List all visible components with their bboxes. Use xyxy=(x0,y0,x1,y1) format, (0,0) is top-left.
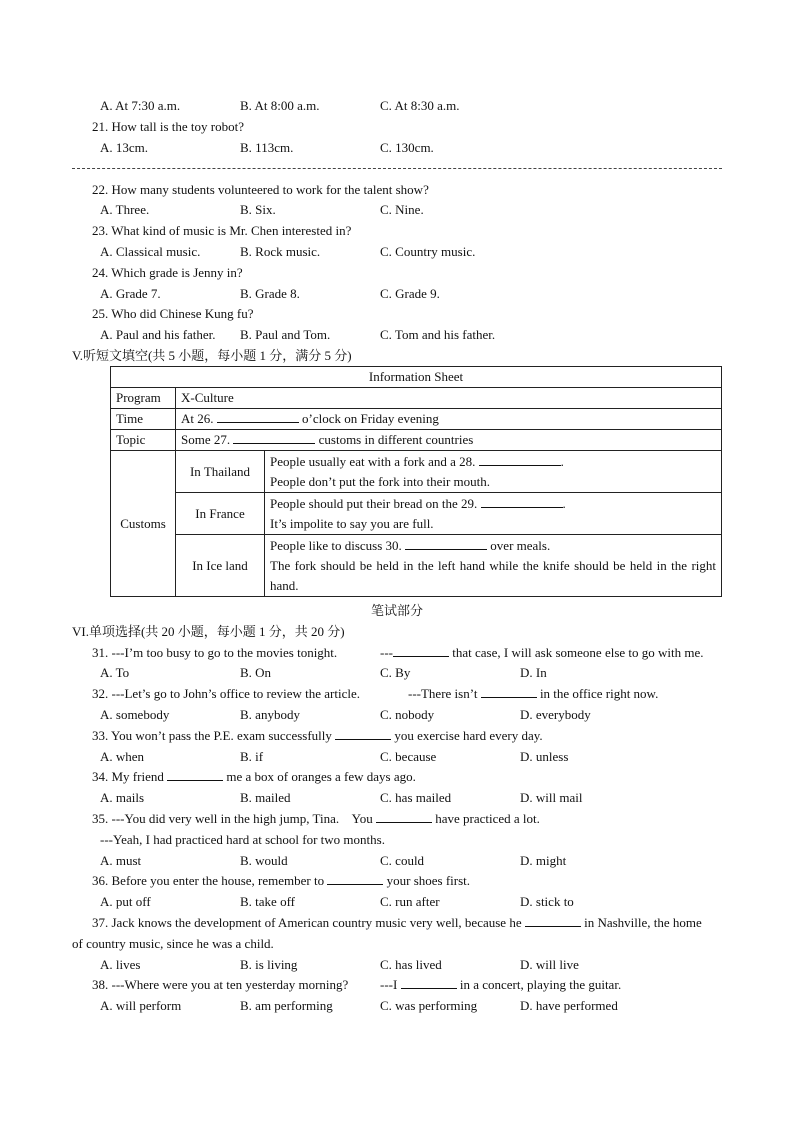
option-a: A. mails xyxy=(100,790,145,805)
option-b: B. mailed xyxy=(240,790,291,805)
option-c: C. By xyxy=(380,665,411,680)
q38-options xyxy=(0,996,794,1016)
q38 xyxy=(0,975,794,995)
question-text xyxy=(92,871,470,891)
q31-reply xyxy=(380,643,704,663)
option-a: A. put off xyxy=(100,894,151,909)
option-b: B. take off xyxy=(240,894,295,909)
q37-line-2 xyxy=(0,934,794,954)
topic-label: Topic xyxy=(111,430,176,451)
question-text: 23. What kind of music is Mr. Chen interested in? xyxy=(92,223,352,238)
topic-value xyxy=(176,430,722,451)
option-b: B. 113cm. xyxy=(240,140,294,155)
answer-blank-30[interactable] xyxy=(405,536,487,550)
q20-options xyxy=(0,96,794,116)
table-title: Information Sheet xyxy=(111,367,722,388)
option-c: C. was performing xyxy=(380,998,478,1013)
option-d: D. stick to xyxy=(520,894,574,909)
france-line-1-end: . xyxy=(562,495,566,511)
france-content xyxy=(265,493,722,535)
question-text: 24. Which grade is Jenny in? xyxy=(92,265,243,280)
q34-options xyxy=(0,788,794,808)
option-b: B. On xyxy=(240,665,272,680)
section-6-heading xyxy=(0,622,794,642)
option-c: C. run after xyxy=(380,894,440,909)
section-5-heading xyxy=(0,346,794,366)
option-d: D. have performed xyxy=(520,998,618,1013)
topic-prefix: Some 27. xyxy=(181,432,231,447)
option-d: D. might xyxy=(520,853,567,868)
option-a: A. Classical music. xyxy=(100,244,201,259)
q21 xyxy=(0,117,794,137)
option-c: C. has mailed xyxy=(380,790,452,805)
option-b: B. Grade 8. xyxy=(240,286,300,301)
program-value: X-Culture xyxy=(176,388,722,409)
section-heading-text: V.听短文填空(共 5 小题，每小题 1 分，满分 5 分) xyxy=(72,348,352,363)
option-a: A. 13cm. xyxy=(100,140,149,155)
option-c: C. has lived xyxy=(380,957,442,972)
option-c: C. nobody xyxy=(380,707,435,722)
reply-suffix: that case, I will ask someone else to go with me. xyxy=(452,645,704,660)
question-prefix: 34. My friend xyxy=(92,769,164,784)
q31 xyxy=(0,643,794,663)
question-continuation: ---Yeah, I had practiced hard at school for two months. xyxy=(100,832,385,847)
q33 xyxy=(0,726,794,746)
q36 xyxy=(0,871,794,891)
question-prefix: 33. You won’t pass the P.E. exam successfully xyxy=(92,728,332,743)
question-suffix: have practiced a lot. xyxy=(435,811,540,826)
option-d: D. will live xyxy=(520,957,579,972)
topic-suffix: customs in different countries xyxy=(318,432,474,447)
iceland-label: In Ice land xyxy=(176,535,265,597)
question-text: 38. ---Where were you at ten yesterday morning? xyxy=(92,977,349,992)
option-c: C. Tom and his father. xyxy=(380,327,496,342)
option-d: D. will mail xyxy=(520,790,583,805)
question-text: 32. ---Let’s go to John’s office to review the article. xyxy=(92,686,360,701)
option-b: B. Six. xyxy=(240,202,276,217)
answer-blank-31[interactable] xyxy=(393,643,449,657)
q24 xyxy=(0,263,794,283)
reply-suffix: in the office right now. xyxy=(539,686,659,701)
option-b: B. Rock music. xyxy=(240,244,321,259)
iceland-line-1-end: over meals. xyxy=(490,537,551,553)
question-prefix: 35. ---You did very well in the high jump, Tina. You xyxy=(92,811,373,826)
option-a: A. lives xyxy=(100,957,141,972)
option-a: A. must xyxy=(100,853,142,868)
program-label: Program xyxy=(111,388,176,409)
option-b: B. anybody xyxy=(240,707,300,722)
option-a: A. Three. xyxy=(100,202,150,217)
question-suffix: in Nashville, the home xyxy=(584,915,702,930)
question-text xyxy=(92,809,540,829)
iceland-content xyxy=(265,535,722,597)
option-d: D. In xyxy=(520,665,547,680)
q34 xyxy=(0,767,794,787)
option-a: A. To xyxy=(100,665,130,680)
option-c: C. Nine. xyxy=(380,202,424,217)
q32-options xyxy=(0,705,794,725)
option-a: A. when xyxy=(100,749,145,764)
thailand-line-2: People don’t put the fork into their mouth. xyxy=(270,473,491,489)
question-suffix: you exercise hard every day. xyxy=(394,728,543,743)
option-d: D. everybody xyxy=(520,707,591,722)
answer-blank-38[interactable] xyxy=(401,975,457,989)
q32 xyxy=(0,684,794,704)
answer-blank-26[interactable] xyxy=(217,409,299,423)
cut-line-divider xyxy=(72,168,722,169)
q35-options xyxy=(0,851,794,871)
answer-blank-29[interactable] xyxy=(481,494,563,508)
option-c: C. At 8:30 a.m. xyxy=(380,98,460,113)
question-text xyxy=(92,726,543,746)
q23-options xyxy=(0,242,794,262)
time-suffix: o’clock on Friday evening xyxy=(302,411,439,426)
q23 xyxy=(0,221,794,241)
section-heading-text: VI.单项选择(共 20 小题，每小题 1 分，共 20 分) xyxy=(72,624,345,639)
option-a: A. somebody xyxy=(100,707,170,722)
answer-blank-32[interactable] xyxy=(481,684,537,698)
question-continuation: of country music, since he was a child. xyxy=(72,936,274,951)
q37 xyxy=(0,913,794,933)
option-b: B. would xyxy=(240,853,288,868)
answer-blank-35[interactable] xyxy=(376,809,432,823)
question-text: 31. ---I’m too busy to go to the movies tonight. xyxy=(92,645,338,660)
q21-options xyxy=(0,138,794,158)
customs-label: Customs xyxy=(111,451,176,597)
answer-blank-27[interactable] xyxy=(233,430,315,444)
answer-blank-28[interactable] xyxy=(479,452,561,466)
thailand-content xyxy=(265,451,722,493)
q22 xyxy=(0,180,794,200)
q22-options xyxy=(0,200,794,220)
answer-blank-33[interactable] xyxy=(335,726,391,740)
question-text xyxy=(92,767,416,787)
thailand-line-1: People usually eat with a fork and a 28. xyxy=(270,453,476,469)
thailand-line-1-end: . xyxy=(560,453,564,469)
question-prefix: 37. Jack knows the development of American country music very well, because he xyxy=(92,915,522,930)
thailand-label: In Thailand xyxy=(176,451,265,493)
q31-options xyxy=(0,663,794,683)
written-part-title: 笔试部分 xyxy=(370,603,423,618)
q25 xyxy=(0,304,794,324)
question-text: 21. How tall is the toy robot? xyxy=(92,119,245,134)
q38-reply xyxy=(380,975,621,995)
option-c: C. could xyxy=(380,853,425,868)
option-b: B. if xyxy=(240,749,264,764)
france-line-1: People should put their bread on the 29. xyxy=(270,495,478,511)
q37-options xyxy=(0,955,794,975)
option-b: B. Paul and Tom. xyxy=(240,327,331,342)
q35-line-2 xyxy=(0,830,794,850)
time-value xyxy=(176,409,722,430)
option-d: D. unless xyxy=(520,749,569,764)
france-line-2: It’s impolite to say you are full. xyxy=(270,515,434,531)
option-a: A. Grade 7. xyxy=(100,286,161,301)
q24-options xyxy=(0,284,794,304)
reply-prefix: --- xyxy=(380,645,393,660)
q25-options xyxy=(0,325,794,345)
q36-options xyxy=(0,892,794,912)
option-a: A. will perform xyxy=(100,998,182,1013)
reply-suffix: in a concert, playing the guitar. xyxy=(459,977,622,992)
option-c: C. Country music. xyxy=(380,244,476,259)
q33-options xyxy=(0,747,794,767)
question-text xyxy=(92,913,702,933)
option-b: B. am performing xyxy=(240,998,333,1013)
answer-blank-37[interactable] xyxy=(525,913,581,927)
option-a: A. At 7:30 a.m. xyxy=(100,98,181,113)
iceland-line-1: People like to discuss 30. xyxy=(270,537,402,553)
question-text: 22. How many students volunteered to work for the talent show? xyxy=(92,182,429,197)
option-b: B. is living xyxy=(240,957,298,972)
france-label: In France xyxy=(176,493,265,535)
information-sheet-table xyxy=(110,366,722,597)
option-a: A. Paul and his father. xyxy=(100,327,216,342)
time-prefix: At 26. xyxy=(181,411,214,426)
option-b: B. At 8:00 a.m. xyxy=(240,98,320,113)
iceland-line-2: The fork should be held in the left hand while the knife should be held in the right hand. xyxy=(270,557,716,593)
question-suffix: your shoes first. xyxy=(386,873,471,888)
question-prefix: 36. Before you enter the house, remember to xyxy=(92,873,325,888)
answer-blank-34[interactable] xyxy=(167,767,223,781)
q32-reply xyxy=(408,684,658,704)
question-suffix: me a box of oranges a few days ago. xyxy=(226,769,416,784)
q35 xyxy=(0,809,794,829)
option-c: C. because xyxy=(380,749,437,764)
question-text: 25. Who did Chinese Kung fu? xyxy=(92,306,254,321)
option-c: C. 130cm. xyxy=(380,140,434,155)
answer-blank-36[interactable] xyxy=(327,871,383,885)
reply-prefix: ---There isn’t xyxy=(408,686,478,701)
reply-prefix: ---I xyxy=(380,977,398,992)
time-label: Time xyxy=(111,409,176,430)
option-c: C. Grade 9. xyxy=(380,286,440,301)
